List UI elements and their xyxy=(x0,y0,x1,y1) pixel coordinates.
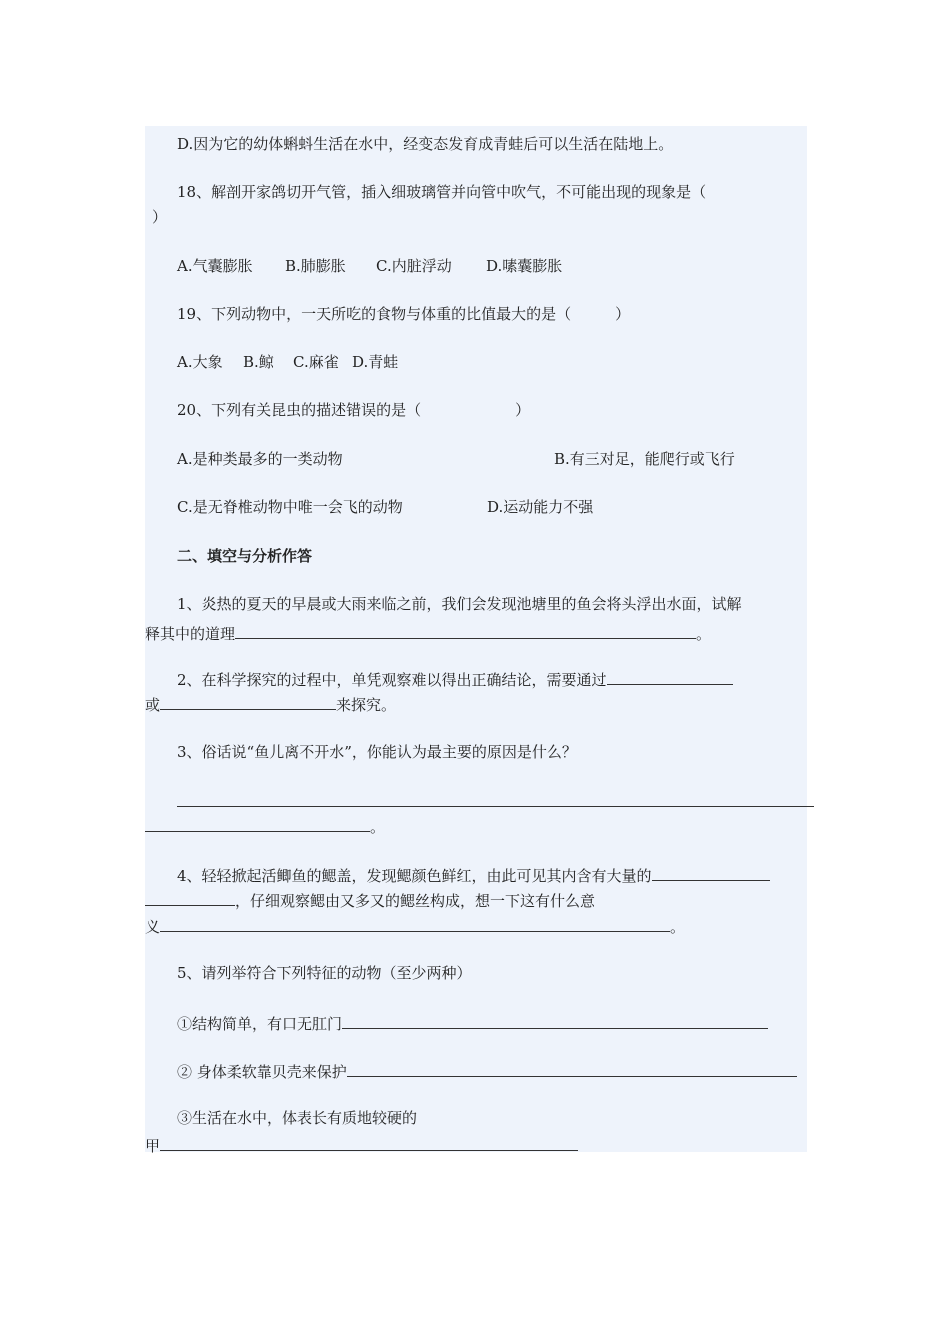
f5-item2-blank[interactable] xyxy=(347,1060,797,1077)
f2-suffix: 来探究。 xyxy=(336,696,397,714)
f5-item3: ③生活在水中，体表长有质地较硬的 xyxy=(177,1109,418,1127)
q18-option-b: B.肺膨胀 xyxy=(285,257,346,275)
q18-stem-end: ） xyxy=(152,208,168,226)
f1-end: 。 xyxy=(696,625,712,643)
f5-stem: 5、请列举符合下列特征的动物（至少两种） xyxy=(177,964,472,982)
f1-line2 xyxy=(145,622,711,644)
f1-line1: 1、炎热的夏天的早晨或大雨来临之前，我们会发现池塘里的鱼会将头浮出水面，试解 xyxy=(177,595,742,613)
f4-line1 xyxy=(177,864,770,886)
f3-line-b xyxy=(145,815,385,837)
f5-item3-prefix: 甲 xyxy=(145,1137,161,1155)
q18-option-d: D.嗉囊膨胀 xyxy=(486,257,563,275)
f3-end: 。 xyxy=(370,818,386,836)
q19-option-a: A.大象 xyxy=(177,353,223,371)
q20-stem-line xyxy=(177,400,530,420)
q18-option-c: C.内脏浮动 xyxy=(376,257,452,275)
q20-option-c: C.是无脊椎动物中唯一会飞的动物 xyxy=(177,498,403,516)
section2-title: 二、填空与分析作答 xyxy=(177,547,313,565)
f2-answer-blank-1[interactable] xyxy=(607,668,733,685)
q20-option-b: B.有三对足，能爬行或飞行 xyxy=(554,450,735,468)
q19-option-c: C.麻雀 xyxy=(293,353,339,371)
f2-line2 xyxy=(145,693,396,715)
f4-text2: ，仔细观察鳃由又多又的鳃丝构成，想一下这有什么意 xyxy=(235,892,596,910)
f5-item1-text: ①结构简单，有口无肛门 xyxy=(177,1015,343,1033)
f3-answer-blank-1[interactable] xyxy=(177,790,814,807)
f3-answer-blank-2[interactable] xyxy=(145,815,370,832)
f5-item1-blank[interactable] xyxy=(342,1012,768,1029)
q20-option-a: A.是种类最多的一类动物 xyxy=(177,450,343,468)
q19-option-b: B.鲸 xyxy=(243,353,274,371)
f5-item3-blank[interactable] xyxy=(160,1134,578,1151)
q20-option-d: D.运动能力不强 xyxy=(487,498,594,516)
f4-answer-blank-1[interactable] xyxy=(652,864,770,881)
f4-text1: 4、轻轻掀起活鲫鱼的鳃盖，发现鳃颜色鲜红，由此可见其内含有大量的 xyxy=(177,867,652,885)
q17-option-d: D.因为它的幼体蝌蚪生活在水中，经变态发育成青蛙后可以生活在陆地上。 xyxy=(177,135,674,153)
q19-options xyxy=(177,352,398,372)
q19-option-d: D.青蛙 xyxy=(352,353,399,371)
q20-stem-end: ） xyxy=(515,401,531,419)
f1-prefix: 释其中的道理 xyxy=(145,625,236,643)
f5-item2-text: ② 身体柔软靠贝壳来保护 xyxy=(177,1063,347,1081)
f5-item2 xyxy=(177,1060,797,1082)
f2-prefix: 或 xyxy=(145,696,161,714)
q18-options xyxy=(177,256,562,276)
f3-stem: 3、俗话说“鱼儿离不开水”，你能认为最主要的原因是什么？ xyxy=(177,743,577,761)
q20-stem: 20、下列有关昆虫的描述错误的是（ xyxy=(177,401,422,419)
q18-option-a: A.气囊膨胀 xyxy=(177,257,253,275)
f2-line1 xyxy=(177,668,733,690)
q19-stem: 19、下列动物中，一天所吃的食物与体重的比值最大的是（ xyxy=(177,305,572,323)
q19-stem-line xyxy=(177,304,630,324)
q19-stem-end: ） xyxy=(615,305,631,323)
f4-answer-blank-1b[interactable] xyxy=(145,889,235,906)
f4-line3 xyxy=(145,915,685,937)
f5-item3-cont xyxy=(145,1134,578,1156)
f3-line-a xyxy=(177,790,814,812)
f4-prefix: 义 xyxy=(145,918,161,936)
f2-answer-blank-2[interactable] xyxy=(160,693,336,710)
f5-item1 xyxy=(177,1012,768,1034)
f4-answer-blank-2[interactable] xyxy=(160,915,670,932)
f2-text: 2、在科学探究的过程中，单凭观察难以得出正确结论，需要通过 xyxy=(177,671,607,689)
f4-line2 xyxy=(145,889,595,911)
q18-stem: 18、解剖开家鸽切开气管，插入细玻璃管并向管中吹气，不可能出现的现象是（ xyxy=(177,183,707,201)
f1-answer-blank[interactable] xyxy=(235,622,696,639)
f4-end: 。 xyxy=(670,918,686,936)
